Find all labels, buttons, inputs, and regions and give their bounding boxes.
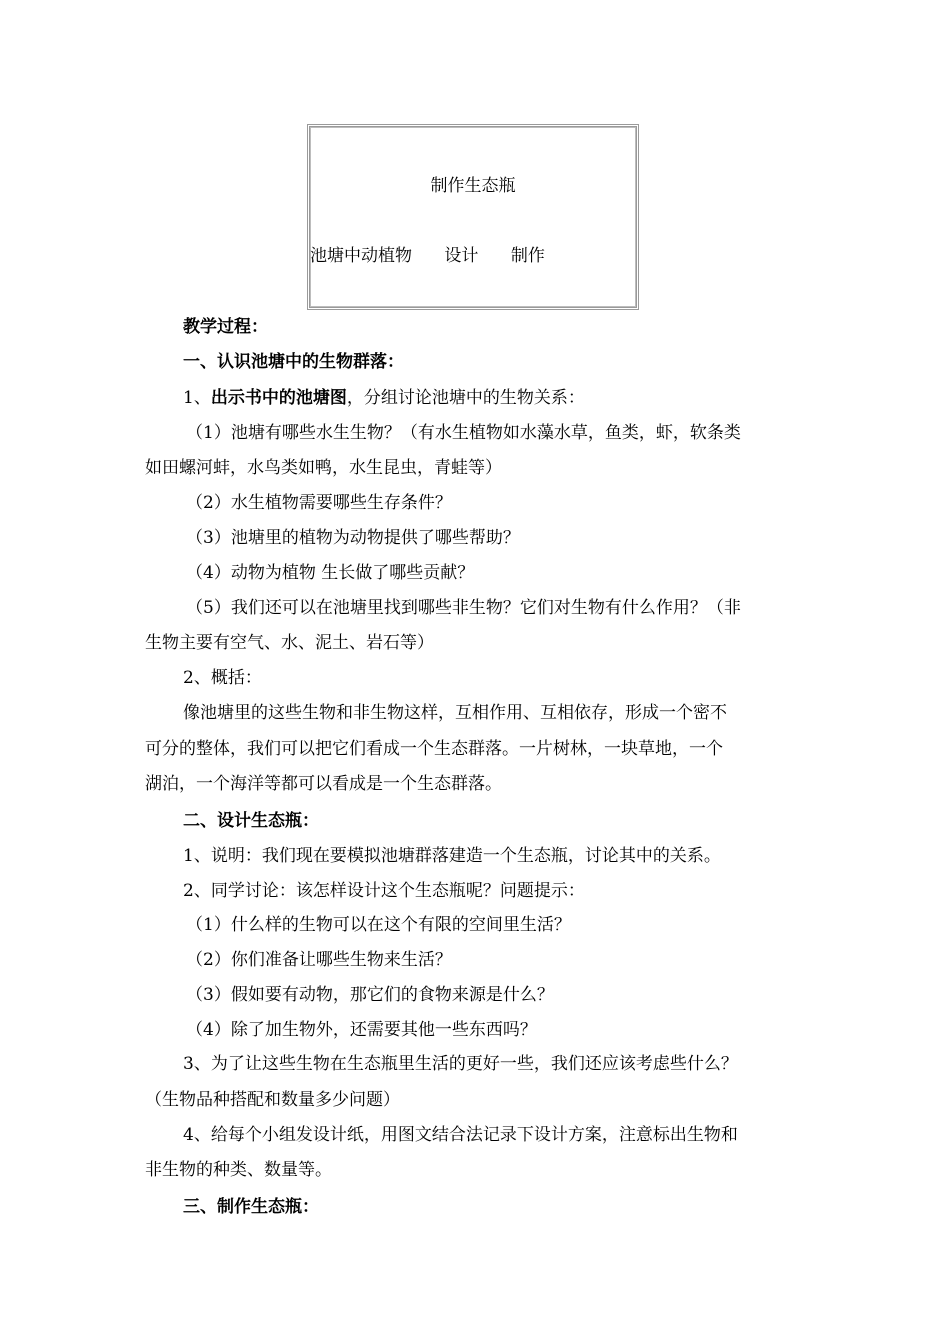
paragraph-line: （4）除了加生物外，还需要其他一些东西吗？ (186, 1020, 537, 1040)
paragraph-line (183, 387, 585, 409)
section-heading-1: 一、认识池塘中的生物群落： (183, 352, 404, 372)
paragraph-line: （5）我们还可以在池塘里找到哪些非生物？它们对生物有什么作用？（非 (186, 598, 741, 618)
paragraph-line: 4、给每个小组发设计纸，用图文结合法记录下设计方案，注意标出生物和 (183, 1125, 738, 1145)
paragraph-line: （1）什么样的生物可以在这个有限的空间里生活？ (186, 915, 571, 935)
paragraph-line: （3）假如要有动物，那它们的食物来源是什么？ (186, 985, 554, 1005)
paragraph-line: 非生物的种类、数量等。 (145, 1160, 332, 1180)
paragraph-line: 可分的整体，我们可以把它们看成一个生态群落。一片树林，一块草地，一个 (145, 739, 723, 759)
box-keywords: 池塘中动植物 设计 制作 (310, 246, 545, 266)
paragraph-line: 2、同学讨论：该怎样设计这个生态瓶呢？问题提示： (183, 881, 585, 901)
paragraph-line: （生物品种搭配和数量多少问题） (145, 1090, 400, 1110)
paragraph-line: （2）水生植物需要哪些生存条件？ (186, 493, 452, 513)
box-title: 制作生态瓶 (430, 176, 516, 196)
paragraph-line: 2、概括： (183, 668, 262, 688)
paragraph-line: （4）动物为植物 生长做了哪些贡献？ (186, 563, 475, 583)
paragraph-line: （1）池塘有哪些水生生物？（有水生植物如水藻水草，鱼类，虾，软条类 (186, 423, 741, 443)
heading-teaching-process: 教学过程： (183, 317, 268, 337)
item-prefix: 1、 (183, 388, 211, 408)
item-bold-text: 出示书中的池塘图 (210, 388, 347, 408)
section-heading-2: 二、设计生态瓶： (183, 811, 319, 831)
paragraph-line: 如田螺河蚌，水鸟类如鸭，水生昆虫，青蛙等） (145, 458, 502, 478)
paragraph-line: 湖泊，一个海洋等都可以看成是一个生态群落。 (145, 774, 502, 794)
paragraph-line: （2）你们准备让哪些生物来生活？ (186, 950, 452, 970)
title-box-inner-border (310, 127, 636, 307)
paragraph-line: 3、为了让这些生物在生态瓶里生活的更好一些，我们还应该考虑些什么？ (183, 1054, 738, 1074)
title-box (307, 124, 639, 310)
section-heading-3: 三、制作生态瓶： (183, 1197, 319, 1217)
paragraph-line: 1、说明：我们现在要模拟池塘群落建造一个生态瓶，讨论其中的关系。 (183, 846, 721, 866)
item-rest-text: ，分组讨论池塘中的生物关系： (346, 388, 585, 408)
paragraph-line: 生物主要有空气、水、泥土、岩石等） (145, 633, 434, 653)
paragraph-line: 像池塘里的这些生物和非生物这样，互相作用、互相依存，形成一个密不 (183, 703, 727, 723)
paragraph-line: （3）池塘里的植物为动物提供了哪些帮助？ (186, 528, 520, 548)
